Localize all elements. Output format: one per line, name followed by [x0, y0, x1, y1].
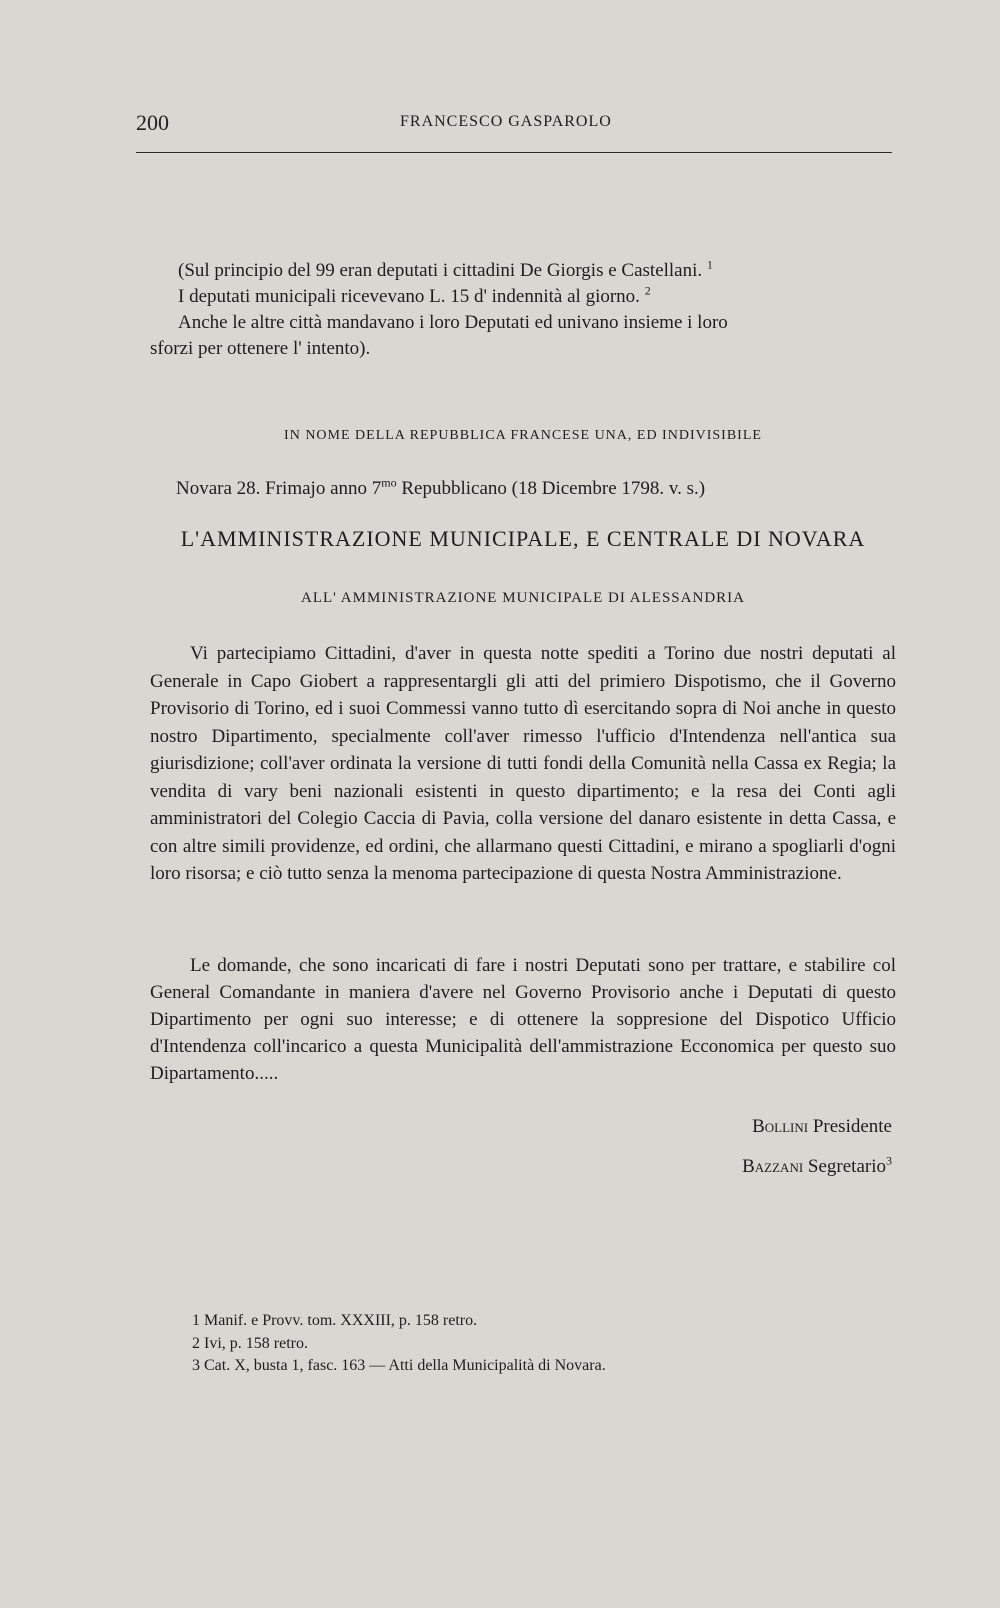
republic-heading: IN NOME DELLA REPUBBLICA FRANCESE UNA, ED INDIVISIBILE	[284, 428, 762, 443]
footnote-ref: 3	[886, 1153, 892, 1168]
footnotes	[192, 1310, 606, 1378]
signatory-name: Bollini	[752, 1116, 809, 1137]
intro-paragraph	[150, 258, 896, 362]
page-number: 200	[136, 110, 169, 135]
letter-paragraph-2: Le domande, che sono incaricati di fare i nostri Deputati sono per trattare, e stabilire col General Comandante in maniera d'avere nel Governo Provisorio anche i Deputati di questo Dipartimento per ogni suo interesse; e di ottenere la soppresione del Dispotico Ufficio d'Intendenza coll'incarico a questa Municipalità dell'ammistrazione Ecconomica per questo suo Dipartamento.....	[150, 955, 896, 1084]
signatory-role: Presidente	[812, 1116, 892, 1137]
header-rule	[136, 152, 892, 153]
footnote: 3 Cat. X, busta 1, fasc. 163 — Atti della Municipalità di Novara.	[192, 1357, 606, 1374]
footnote: 1 Manif. e Provv. tom. XXXIII, p. 158 retro.	[192, 1312, 478, 1329]
footnote: 2 Ivi, p. 158 retro.	[192, 1334, 308, 1352]
footnote-ref: 1	[706, 257, 713, 272]
intro-line: Anche le altre città mandavano i loro Deputati ed univano insieme i loro	[178, 312, 728, 333]
addressee-heading: ALL' AMMINISTRAZIONE MUNICIPALE DI ALESSANDRIA	[301, 590, 745, 606]
signature-president	[752, 1116, 892, 1138]
intro-line: sforzi per ottenere l' intento).	[150, 338, 371, 359]
page-header	[136, 110, 892, 138]
intro-line: I deputati municipali ricevevano L. 15 d' indennità al giorno. $^2$	[178, 283, 651, 307]
signatory-name: Bazzani	[742, 1156, 804, 1177]
footnote-ref: 2	[644, 283, 651, 298]
signature-secretary	[742, 1153, 892, 1178]
intro-line: (Sul principio del 99 eran deputati i cittadini De Giorgis e Castellani. $^1$	[178, 257, 713, 281]
signatory-role: Segretario	[807, 1156, 886, 1177]
dateline: Novara 28. Frimajo anno $7^{mo}$ Repubblicano (18 Dicembre 1798. v. s.)	[176, 475, 706, 499]
running-title: FRANCESCO GASPAROLO	[400, 113, 612, 130]
letter-paragraph-1: Vi partecipiamo Cittadini, d'aver in questa notte spediti a Torino due nostri deputati al Generale in Capo Giobert a rappresentargli gli atti del primiero Dispotismo, che il Governo Provisorio di Torino, ed i suoi Commessi vanno tutto dì esercitando sopra di Noi anche in questo nostro Dipartimento, specialmente coll'aver rimesso l'ufficio d'Intendenza nell'antica sua giurisdizione; coll'aver ordinata la versione di tutti fondi della Comunità nella Cassa ex Regia; la vendita di vary beni nazionali esistenti in questo dipartimento; e la resa dei Conti agli amministratori del Colegio Caccia di Pavia, colla versione del danaro esistente in detta Cassa, e con altre simili providenze, ed ordini, che allarmano questi Cittadini, e mirano a spogliarli d'ogni loro risorsa; e ciò tutto senza la menoma partecipazione di questa Nostra Amministrazione.	[150, 643, 896, 884]
administration-title: L'AMMINISTRAZIONE MUNICIPALE, E CENTRALE DI NOVARA	[180, 526, 866, 551]
